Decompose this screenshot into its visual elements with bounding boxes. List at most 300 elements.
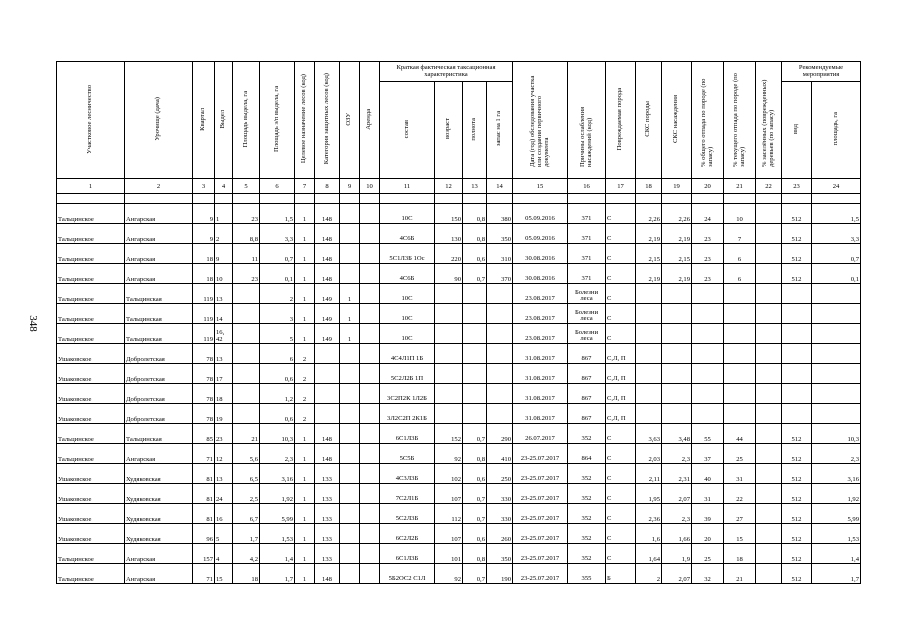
cell-lease xyxy=(360,424,380,444)
cell-quarter: 119 xyxy=(193,324,215,344)
cell-district: Тальцинское xyxy=(57,324,125,344)
cell-sks-stand: 1,9 xyxy=(662,544,692,564)
cell-lease xyxy=(360,564,380,584)
column-number: 13 xyxy=(463,179,487,194)
cell-district: Ушаковское xyxy=(57,364,125,384)
cell-damaged-species: С xyxy=(606,424,636,444)
cell-composition: 3С2П2К 1Л2Б xyxy=(380,384,435,404)
cell-quarter: 96 xyxy=(193,524,215,544)
cell-total-mortality: 31 xyxy=(692,484,724,504)
cell-plot-area: 23 xyxy=(233,264,260,284)
cell-age xyxy=(435,364,463,384)
cell-plot: 12 xyxy=(215,444,233,464)
cell-damaged-species: С,Л, П xyxy=(606,364,636,384)
cell-plot-area: 6,7 xyxy=(233,504,260,524)
cell-measure-area: 1,92 xyxy=(812,484,861,504)
cell-protective-category: 149 xyxy=(315,324,340,344)
cell-district: Ушаковское xyxy=(57,344,125,364)
cell-density: 0,7 xyxy=(463,564,487,584)
cell-survey-date: 30.08.2016 xyxy=(513,244,568,264)
column-number: 12 xyxy=(435,179,463,194)
cell-infested-trees xyxy=(756,484,782,504)
cell-infested-trees xyxy=(756,444,782,464)
table-row xyxy=(57,444,861,464)
cell-plot: 13 xyxy=(215,344,233,364)
cell-ozu xyxy=(340,544,360,564)
cell-current-mortality: 22 xyxy=(724,484,756,504)
cell-measure-type: 512 xyxy=(782,564,812,584)
cell-composition: 4С4Л1П 1Б xyxy=(380,344,435,364)
cell-protective-category: 148 xyxy=(315,244,340,264)
cell-purpose-code: 1 xyxy=(295,244,315,264)
cell-composition: 5С2Л2Б 1П xyxy=(380,364,435,384)
cell-composition: 6С2Л2Б xyxy=(380,524,435,544)
cell-density: 0,8 xyxy=(463,544,487,564)
cell-protective-category: 133 xyxy=(315,504,340,524)
cell-composition: 7С2Л1Б xyxy=(380,484,435,504)
cell-survey-date: 23-25.07.2017 xyxy=(513,504,568,524)
cell-current-mortality: 7 xyxy=(724,224,756,244)
cell-plot-area: 11 xyxy=(233,244,260,264)
cell-total-mortality xyxy=(692,364,724,384)
cell-stock: 190 xyxy=(487,564,513,584)
cell-weakening-cause: 371 xyxy=(568,224,606,244)
cell-damaged-species: С xyxy=(606,444,636,464)
cell-purpose-code: 1 xyxy=(295,464,315,484)
cell-quarter: 157 xyxy=(193,544,215,564)
cell-sks-stand xyxy=(662,284,692,304)
cell-ozu xyxy=(340,564,360,584)
cell-measure-area: 2,3 xyxy=(812,444,861,464)
cell-quarter: 78 xyxy=(193,364,215,384)
column-number: 9 xyxy=(340,179,360,194)
cell-plot-area: 2,5 xyxy=(233,484,260,504)
cell-quarter: 9 xyxy=(193,224,215,244)
cell-stock xyxy=(487,284,513,304)
cell-total-mortality xyxy=(692,284,724,304)
cell-stock: 290 xyxy=(487,424,513,444)
cell-current-mortality xyxy=(724,364,756,384)
cell-purpose-code: 1 xyxy=(295,224,315,244)
cell-lease xyxy=(360,244,380,264)
cell-affected-area: 3,3 xyxy=(260,224,295,244)
cell-survey-date: 23-25.07.2017 xyxy=(513,544,568,564)
header-density: полнота xyxy=(463,82,487,179)
cell-purpose-code: 1 xyxy=(295,424,315,444)
table-row xyxy=(57,564,861,584)
forest-health-table xyxy=(56,61,861,584)
cell-survey-date: 23-25.07.2017 xyxy=(513,464,568,484)
cell-sks-stand xyxy=(662,304,692,324)
cell-lease xyxy=(360,464,380,484)
cell-affected-area: 0,1 xyxy=(260,264,295,284)
cell-age: 112 xyxy=(435,504,463,524)
header-weakening-cause: Причины ослабления насаждений (код) xyxy=(568,62,606,179)
cell-density: 0,8 xyxy=(463,444,487,464)
cell-tract: Ангарская xyxy=(125,224,193,244)
cell-plot: 18 xyxy=(215,384,233,404)
cell-age: 150 xyxy=(435,204,463,224)
cell-tract: Тальцинская xyxy=(125,324,193,344)
cell-ozu: 1 xyxy=(340,324,360,344)
cell-sks-stand: 2,3 xyxy=(662,504,692,524)
cell-weakening-cause: 867 xyxy=(568,344,606,364)
cell-purpose-code: 1 xyxy=(295,564,315,584)
cell-density: 0,6 xyxy=(463,464,487,484)
cell-sks-species xyxy=(636,364,662,384)
cell-survey-date: 05.09.2016 xyxy=(513,224,568,244)
cell-total-mortality: 23 xyxy=(692,264,724,284)
cell-sks-stand xyxy=(662,344,692,364)
cell-density: 0,7 xyxy=(463,264,487,284)
cell-current-mortality: 15 xyxy=(724,524,756,544)
cell-tract: Ангарская xyxy=(125,544,193,564)
cell-age: 107 xyxy=(435,524,463,544)
cell-purpose-code: 1 xyxy=(295,284,315,304)
cell-infested-trees xyxy=(756,284,782,304)
cell-protective-category: 133 xyxy=(315,464,340,484)
cell-ozu xyxy=(340,264,360,284)
cell-weakening-cause: 864 xyxy=(568,444,606,464)
cell-plot-area xyxy=(233,284,260,304)
cell-composition: 10С xyxy=(380,284,435,304)
cell-sks-species: 2,26 xyxy=(636,204,662,224)
cell-protective-category: 133 xyxy=(315,524,340,544)
cell-composition: 5С5Б xyxy=(380,444,435,464)
cell-plot: 16 xyxy=(215,504,233,524)
cell-tract: Тальцинская xyxy=(125,424,193,444)
cell-ozu xyxy=(340,404,360,424)
cell-district: Тальцинское xyxy=(57,244,125,264)
cell-tract: Худяковская xyxy=(125,464,193,484)
cell-survey-date: 23-25.07.2017 xyxy=(513,524,568,544)
cell-weakening-cause: Болезни леса xyxy=(568,284,606,304)
cell-stock: 310 xyxy=(487,244,513,264)
cell-infested-trees xyxy=(756,384,782,404)
column-number-row xyxy=(57,179,861,194)
spacer-row xyxy=(57,194,861,204)
cell-plot-area: 6,5 xyxy=(233,464,260,484)
cell-tract: Худяковская xyxy=(125,484,193,504)
cell-current-mortality: 6 xyxy=(724,264,756,284)
cell-survey-date: 26.07.2017 xyxy=(513,424,568,444)
cell-plot: 17 xyxy=(215,364,233,384)
cell-protective-category xyxy=(315,404,340,424)
cell-damaged-species: С xyxy=(606,524,636,544)
cell-measure-type: 512 xyxy=(782,484,812,504)
cell-damaged-species: С xyxy=(606,504,636,524)
cell-composition: 4С6Б xyxy=(380,264,435,284)
cell-protective-category: 149 xyxy=(315,304,340,324)
cell-age: 101 xyxy=(435,544,463,564)
cell-age: 130 xyxy=(435,224,463,244)
cell-stock xyxy=(487,324,513,344)
cell-district: Ушаковское xyxy=(57,484,125,504)
column-number: 1 xyxy=(57,179,125,194)
cell-current-mortality: 44 xyxy=(724,424,756,444)
cell-weakening-cause: 352 xyxy=(568,424,606,444)
cell-plot-area: 23 xyxy=(233,204,260,224)
cell-infested-trees xyxy=(756,224,782,244)
column-number: 2 xyxy=(125,179,193,194)
cell-total-mortality: 24 xyxy=(692,204,724,224)
cell-lease xyxy=(360,224,380,244)
cell-purpose-code: 1 xyxy=(295,484,315,504)
cell-lease xyxy=(360,304,380,324)
cell-weakening-cause: 352 xyxy=(568,504,606,524)
cell-quarter: 81 xyxy=(193,504,215,524)
table-row xyxy=(57,204,861,224)
cell-plot: 5 xyxy=(215,524,233,544)
cell-protective-category xyxy=(315,364,340,384)
cell-tract: Ангарская xyxy=(125,244,193,264)
cell-sks-stand xyxy=(662,364,692,384)
cell-total-mortality: 39 xyxy=(692,504,724,524)
cell-weakening-cause: 867 xyxy=(568,404,606,424)
cell-sks-stand: 3,48 xyxy=(662,424,692,444)
cell-district: Тальцинское xyxy=(57,424,125,444)
cell-purpose-code: 1 xyxy=(295,444,315,464)
cell-age: 90 xyxy=(435,264,463,284)
cell-infested-trees xyxy=(756,304,782,324)
cell-sks-species: 2,19 xyxy=(636,264,662,284)
cell-survey-date: 23-25.07.2017 xyxy=(513,484,568,504)
cell-protective-category: 133 xyxy=(315,544,340,564)
cell-total-mortality: 25 xyxy=(692,544,724,564)
cell-total-mortality: 20 xyxy=(692,524,724,544)
column-number: 14 xyxy=(487,179,513,194)
cell-stock: 380 xyxy=(487,204,513,224)
column-number: 7 xyxy=(295,179,315,194)
cell-plot-area: 8,8 xyxy=(233,224,260,244)
cell-district: Тальцинское xyxy=(57,284,125,304)
cell-weakening-cause: 371 xyxy=(568,204,606,224)
cell-affected-area: 1,2 xyxy=(260,384,295,404)
cell-measure-type: 512 xyxy=(782,444,812,464)
cell-quarter: 81 xyxy=(193,464,215,484)
column-number: 21 xyxy=(724,179,756,194)
cell-lease xyxy=(360,324,380,344)
cell-affected-area: 3 xyxy=(260,304,295,324)
cell-infested-trees xyxy=(756,204,782,224)
cell-tract: Добролетская xyxy=(125,344,193,364)
cell-purpose-code: 1 xyxy=(295,324,315,344)
cell-survey-date: 30.08.2016 xyxy=(513,264,568,284)
cell-infested-trees xyxy=(756,324,782,344)
cell-sks-species: 2,11 xyxy=(636,464,662,484)
cell-age xyxy=(435,404,463,424)
cell-ozu xyxy=(340,224,360,244)
cell-measure-area: 1,5 xyxy=(812,204,861,224)
cell-measure-area xyxy=(812,384,861,404)
cell-total-mortality xyxy=(692,384,724,404)
cell-plot: 23 xyxy=(215,424,233,444)
cell-composition: 4С3Л3Б xyxy=(380,464,435,484)
cell-lease xyxy=(360,544,380,564)
cell-stock xyxy=(487,304,513,324)
table-row xyxy=(57,544,861,564)
cell-lease xyxy=(360,504,380,524)
cell-protective-category: 148 xyxy=(315,264,340,284)
cell-measure-type: 512 xyxy=(782,204,812,224)
header-measures-group: Рекомендуемые мероприятия xyxy=(782,62,861,82)
cell-tract: Тальцинская xyxy=(125,284,193,304)
cell-age xyxy=(435,344,463,364)
cell-total-mortality: 23 xyxy=(692,224,724,244)
cell-damaged-species: С xyxy=(606,204,636,224)
cell-plot-area xyxy=(233,344,260,364)
cell-ozu xyxy=(340,444,360,464)
cell-ozu xyxy=(340,204,360,224)
cell-lease xyxy=(360,404,380,424)
cell-damaged-species: С xyxy=(606,464,636,484)
header-measure-area: площадь, га xyxy=(812,82,861,179)
cell-total-mortality xyxy=(692,304,724,324)
cell-survey-date: 23.08.2017 xyxy=(513,284,568,304)
cell-damaged-species: С,Л, П xyxy=(606,384,636,404)
cell-density xyxy=(463,344,487,364)
column-number: 23 xyxy=(782,179,812,194)
cell-sks-stand xyxy=(662,384,692,404)
cell-affected-area: 0,6 xyxy=(260,404,295,424)
cell-infested-trees xyxy=(756,344,782,364)
cell-measure-type: 512 xyxy=(782,244,812,264)
cell-measure-area: 0,1 xyxy=(812,264,861,284)
cell-sks-species: 2,03 xyxy=(636,444,662,464)
cell-purpose-code: 2 xyxy=(295,384,315,404)
cell-affected-area: 1,5 xyxy=(260,204,295,224)
cell-infested-trees xyxy=(756,364,782,384)
cell-current-mortality: 27 xyxy=(724,504,756,524)
cell-purpose-code: 1 xyxy=(295,504,315,524)
cell-sks-species xyxy=(636,284,662,304)
cell-plot-area xyxy=(233,384,260,404)
cell-measure-area xyxy=(812,284,861,304)
cell-plot-area: 5,6 xyxy=(233,444,260,464)
cell-quarter: 78 xyxy=(193,404,215,424)
cell-tract: Худяковская xyxy=(125,504,193,524)
cell-plot-area: 1,7 xyxy=(233,524,260,544)
cell-sks-species xyxy=(636,384,662,404)
cell-sks-species: 2,15 xyxy=(636,244,662,264)
cell-composition: 6С1Л3Б xyxy=(380,544,435,564)
cell-infested-trees xyxy=(756,424,782,444)
cell-affected-area: 1,7 xyxy=(260,564,295,584)
header-forestry-district: Участковое лесничество xyxy=(57,62,125,179)
cell-composition: 5С2Л3Б xyxy=(380,504,435,524)
cell-affected-area: 3,16 xyxy=(260,464,295,484)
cell-survey-date: 23-25.07.2017 xyxy=(513,444,568,464)
cell-sks-stand: 2,19 xyxy=(662,224,692,244)
cell-quarter: 78 xyxy=(193,384,215,404)
cell-infested-trees xyxy=(756,464,782,484)
cell-protective-category: 148 xyxy=(315,564,340,584)
cell-ozu: 1 xyxy=(340,304,360,324)
cell-sks-species: 1,64 xyxy=(636,544,662,564)
column-number: 22 xyxy=(756,179,782,194)
cell-weakening-cause: 867 xyxy=(568,384,606,404)
cell-stock: 330 xyxy=(487,484,513,504)
column-number: 10 xyxy=(360,179,380,194)
header-current-mortality: % текущего отпада по породе (по запасу) xyxy=(724,62,756,179)
cell-damaged-species: С,Л, П xyxy=(606,404,636,424)
cell-ozu xyxy=(340,464,360,484)
header-age: возраст xyxy=(435,82,463,179)
cell-weakening-cause: 371 xyxy=(568,244,606,264)
cell-measure-area: 1,7 xyxy=(812,564,861,584)
cell-purpose-code: 2 xyxy=(295,364,315,384)
cell-stock xyxy=(487,364,513,384)
cell-purpose-code: 2 xyxy=(295,344,315,364)
cell-lease xyxy=(360,364,380,384)
table-row xyxy=(57,224,861,244)
cell-measure-area xyxy=(812,304,861,324)
cell-stock xyxy=(487,344,513,364)
cell-damaged-species: С xyxy=(606,284,636,304)
cell-density xyxy=(463,304,487,324)
cell-plot: 13 xyxy=(215,284,233,304)
cell-measure-type xyxy=(782,284,812,304)
column-number: 17 xyxy=(606,179,636,194)
cell-purpose-code: 2 xyxy=(295,404,315,424)
column-number: 18 xyxy=(636,179,662,194)
cell-district: Ушаковское xyxy=(57,524,125,544)
cell-affected-area: 0,6 xyxy=(260,364,295,384)
cell-affected-area: 6 xyxy=(260,344,295,364)
cell-lease xyxy=(360,444,380,464)
cell-current-mortality xyxy=(724,384,756,404)
cell-tract: Добролетская xyxy=(125,364,193,384)
cell-quarter: 85 xyxy=(193,424,215,444)
table-row xyxy=(57,424,861,444)
cell-density: 0,7 xyxy=(463,484,487,504)
table-row xyxy=(57,304,861,324)
cell-quarter: 119 xyxy=(193,284,215,304)
cell-current-mortality xyxy=(724,404,756,424)
cell-age xyxy=(435,304,463,324)
header-ozu: ОЗУ xyxy=(340,62,360,179)
table-row xyxy=(57,324,861,344)
cell-affected-area: 2 xyxy=(260,284,295,304)
cell-purpose-code: 1 xyxy=(295,264,315,284)
cell-infested-trees xyxy=(756,404,782,424)
cell-age: 92 xyxy=(435,444,463,464)
cell-measure-area: 1,53 xyxy=(812,524,861,544)
cell-ozu xyxy=(340,344,360,364)
cell-sks-stand: 2,15 xyxy=(662,244,692,264)
header-purpose-code: Целевое назначение лесов (код) xyxy=(295,62,315,179)
cell-damaged-species: С xyxy=(606,544,636,564)
cell-plot-area: 18 xyxy=(233,564,260,584)
cell-sks-stand: 2,19 xyxy=(662,264,692,284)
cell-affected-area: 0,7 xyxy=(260,244,295,264)
cell-district: Тальцинское xyxy=(57,444,125,464)
cell-measure-type xyxy=(782,364,812,384)
cell-sks-species: 3,63 xyxy=(636,424,662,444)
cell-total-mortality: 37 xyxy=(692,444,724,464)
header-damaged-species: Повреждаемая порода xyxy=(606,62,636,179)
cell-density xyxy=(463,284,487,304)
cell-weakening-cause: 355 xyxy=(568,564,606,584)
cell-measure-type xyxy=(782,344,812,364)
cell-survey-date: 31.08.2017 xyxy=(513,364,568,384)
cell-district: Тальцинское xyxy=(57,224,125,244)
cell-stock: 260 xyxy=(487,524,513,544)
cell-plot: 2 xyxy=(215,224,233,244)
cell-infested-trees xyxy=(756,524,782,544)
header-affected-area: Площадь з/п выдела, га xyxy=(260,62,295,179)
cell-density: 0,6 xyxy=(463,244,487,264)
